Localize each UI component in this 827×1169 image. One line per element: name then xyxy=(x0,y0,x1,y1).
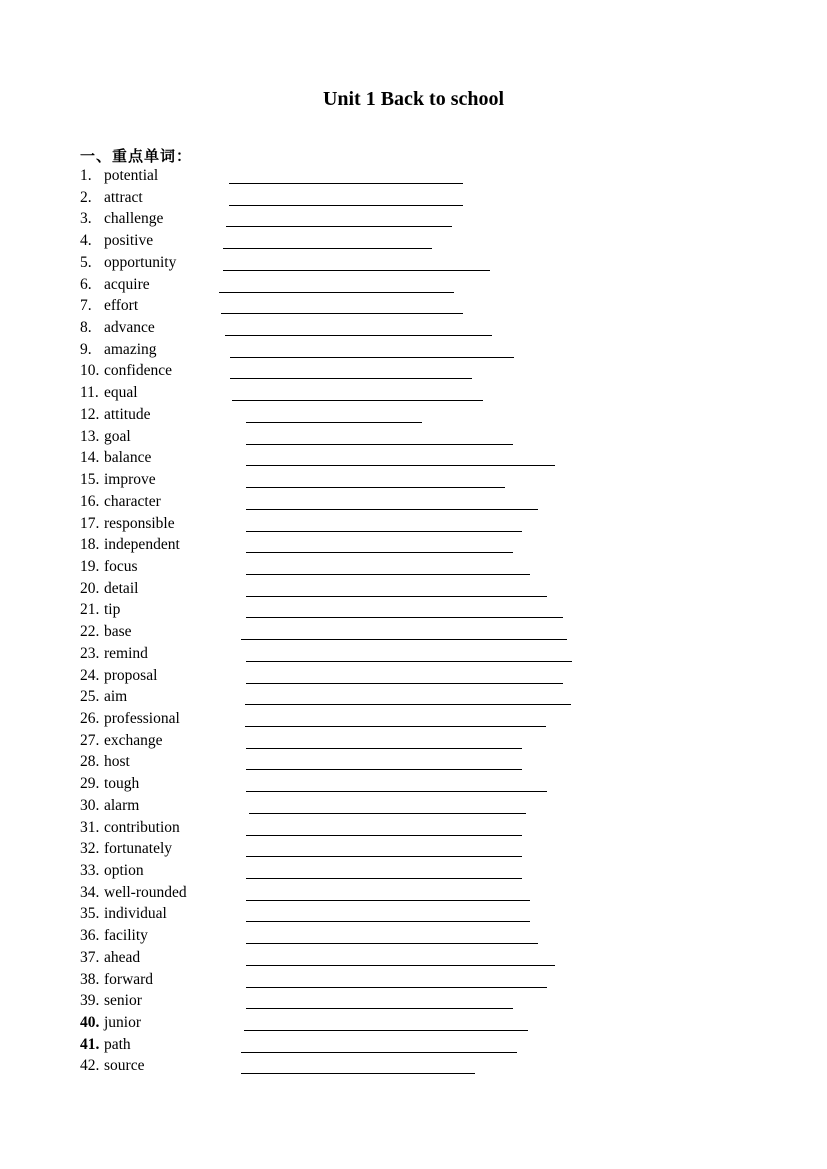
list-item xyxy=(0,231,827,253)
answer-blank[interactable] xyxy=(230,378,472,379)
vocab-word: attitude xyxy=(104,405,151,423)
item-number: 13. xyxy=(80,427,100,445)
list-item xyxy=(0,796,827,818)
answer-blank[interactable] xyxy=(232,400,483,401)
answer-blank[interactable] xyxy=(246,617,563,618)
answer-blank[interactable] xyxy=(246,878,522,879)
item-number: 31. xyxy=(80,818,100,836)
vocab-word: focus xyxy=(104,557,138,575)
list-item xyxy=(0,318,827,340)
answer-blank[interactable] xyxy=(246,921,530,922)
answer-blank[interactable] xyxy=(246,444,513,445)
vocab-word: detail xyxy=(104,579,139,597)
answer-blank[interactable] xyxy=(244,1030,528,1031)
list-item xyxy=(0,448,827,470)
list-item xyxy=(0,709,827,731)
vocab-word: source xyxy=(104,1057,145,1075)
list-item xyxy=(0,1013,827,1035)
answer-blank[interactable] xyxy=(230,357,514,358)
vocab-word: challenge xyxy=(104,210,164,228)
vocab-word: attract xyxy=(104,188,143,206)
answer-blank[interactable] xyxy=(245,704,571,705)
answer-blank[interactable] xyxy=(246,683,563,684)
item-number: 16. xyxy=(80,492,100,510)
vocab-word: equal xyxy=(104,384,138,402)
answer-blank[interactable] xyxy=(246,748,522,749)
item-number: 6. xyxy=(80,275,92,293)
answer-blank[interactable] xyxy=(241,1073,475,1074)
answer-blank[interactable] xyxy=(246,856,522,857)
vocab-word: character xyxy=(104,492,161,510)
list-item xyxy=(0,296,827,318)
answer-blank[interactable] xyxy=(246,531,522,532)
list-item xyxy=(0,991,827,1013)
item-number: 14. xyxy=(80,449,100,467)
list-item xyxy=(0,535,827,557)
vocab-word: effort xyxy=(104,297,139,315)
vocab-word: acquire xyxy=(104,275,150,293)
list-item xyxy=(0,361,827,383)
list-item xyxy=(0,622,827,644)
list-item xyxy=(0,557,827,579)
vocab-word: balance xyxy=(104,449,152,467)
item-number: 23. xyxy=(80,644,100,662)
list-item xyxy=(0,839,827,861)
answer-blank[interactable] xyxy=(229,205,463,206)
item-number: 38. xyxy=(80,970,100,988)
item-number: 41. xyxy=(80,1035,100,1053)
answer-blank[interactable] xyxy=(246,661,572,662)
item-number: 36. xyxy=(80,927,100,945)
answer-blank[interactable] xyxy=(246,422,422,423)
list-item xyxy=(0,687,827,709)
vocab-word: tip xyxy=(104,601,121,619)
vocab-word: professional xyxy=(104,709,180,727)
vocab-word: senior xyxy=(104,992,142,1010)
list-item xyxy=(0,579,827,601)
item-number: 25. xyxy=(80,688,100,706)
vocab-word: individual xyxy=(104,905,167,923)
vocab-word: forward xyxy=(104,970,154,988)
answer-blank[interactable] xyxy=(219,292,454,293)
answer-blank[interactable] xyxy=(246,574,530,575)
list-item xyxy=(0,883,827,905)
list-item xyxy=(0,1056,827,1078)
item-number: 12. xyxy=(80,405,100,423)
item-number: 28. xyxy=(80,753,100,771)
list-item xyxy=(0,818,827,840)
item-number: 19. xyxy=(80,557,100,575)
item-number: 18. xyxy=(80,536,100,554)
vocab-word: confidence xyxy=(104,362,172,380)
item-number: 34. xyxy=(80,883,100,901)
vocabulary-list xyxy=(0,166,827,1078)
vocab-word: potential xyxy=(104,167,159,184)
vocab-word: improve xyxy=(104,471,156,489)
item-number: 35. xyxy=(80,905,100,923)
answer-blank[interactable] xyxy=(246,900,530,901)
list-item xyxy=(0,340,827,362)
page-title: Unit 1 Back to school xyxy=(322,88,505,110)
vocab-word: fortunately xyxy=(104,840,173,858)
answer-blank[interactable] xyxy=(246,835,522,836)
vocab-word: remind xyxy=(104,644,148,662)
answer-blank[interactable] xyxy=(223,248,432,249)
vocab-word: well-rounded xyxy=(104,883,187,901)
list-item xyxy=(0,188,827,210)
item-number: 17. xyxy=(80,514,100,532)
answer-blank[interactable] xyxy=(246,987,547,988)
list-item xyxy=(0,1035,827,1057)
item-number: 39. xyxy=(80,992,100,1010)
list-item xyxy=(0,861,827,883)
list-item xyxy=(0,666,827,688)
list-item xyxy=(0,405,827,427)
item-number: 24. xyxy=(80,666,100,684)
vocab-word: tough xyxy=(104,775,140,793)
item-number: 9. xyxy=(80,340,92,358)
list-item xyxy=(0,600,827,622)
vocab-word: alarm xyxy=(104,796,140,814)
vocab-word: host xyxy=(104,753,130,771)
vocab-word: advance xyxy=(104,319,155,337)
item-number: 27. xyxy=(80,731,100,749)
item-number: 42. xyxy=(80,1057,100,1075)
item-number: 1. xyxy=(80,167,92,184)
item-number: 26. xyxy=(80,709,100,727)
list-item xyxy=(0,253,827,275)
list-item xyxy=(0,970,827,992)
vocab-word: option xyxy=(104,862,144,879)
item-number: 5. xyxy=(80,253,92,271)
item-number: 32. xyxy=(80,840,100,858)
answer-blank[interactable] xyxy=(241,639,567,640)
list-item xyxy=(0,209,827,231)
item-number: 37. xyxy=(80,948,100,966)
list-item xyxy=(0,644,827,666)
list-item xyxy=(0,275,827,297)
answer-blank[interactable] xyxy=(246,1008,513,1009)
item-number: 4. xyxy=(80,232,92,250)
item-number: 21. xyxy=(80,601,100,619)
vocab-word: contribution xyxy=(104,818,180,836)
item-number: 29. xyxy=(80,775,100,793)
answer-blank[interactable] xyxy=(229,183,463,184)
item-number: 8. xyxy=(80,319,92,337)
section-heading: 一、重点单词： xyxy=(80,147,193,165)
answer-blank[interactable] xyxy=(246,596,547,597)
vocab-word: opportunity xyxy=(104,253,177,271)
vocab-word: facility xyxy=(104,927,148,945)
vocab-word: ahead xyxy=(104,948,141,966)
answer-blank[interactable] xyxy=(246,943,538,944)
item-number: 2. xyxy=(80,188,92,206)
answer-blank[interactable] xyxy=(246,769,522,770)
answer-blank[interactable] xyxy=(241,1052,517,1053)
list-item xyxy=(0,514,827,536)
answer-blank[interactable] xyxy=(246,965,555,966)
vocab-word: independent xyxy=(104,536,180,554)
list-item xyxy=(0,752,827,774)
vocab-word: junior xyxy=(104,1014,142,1032)
vocab-word: positive xyxy=(104,232,154,250)
answer-blank[interactable] xyxy=(249,813,526,814)
answer-blank[interactable] xyxy=(246,465,555,466)
item-number: 15. xyxy=(80,471,100,489)
answer-blank[interactable] xyxy=(246,552,513,553)
list-item xyxy=(0,948,827,970)
list-item xyxy=(0,383,827,405)
item-number: 3. xyxy=(80,210,92,228)
list-item xyxy=(0,427,827,449)
answer-blank[interactable] xyxy=(221,313,463,314)
vocab-word: proposal xyxy=(104,666,158,684)
item-number: 10. xyxy=(80,362,100,380)
item-number: 30. xyxy=(80,796,100,814)
answer-blank[interactable] xyxy=(246,509,538,510)
vocab-word: exchange xyxy=(104,731,163,749)
list-item xyxy=(0,904,827,926)
answer-blank[interactable] xyxy=(246,791,547,792)
list-item xyxy=(0,470,827,492)
item-number: 7. xyxy=(80,297,92,315)
list-item xyxy=(0,492,827,514)
list-item xyxy=(0,774,827,796)
item-number: 11. xyxy=(80,384,99,402)
item-number: 20. xyxy=(80,579,100,597)
item-number: 33. xyxy=(80,862,100,879)
item-number: 22. xyxy=(80,623,100,641)
vocab-word: base xyxy=(104,623,132,641)
list-item xyxy=(0,166,827,188)
answer-blank[interactable] xyxy=(246,487,505,488)
item-number: 40. xyxy=(80,1014,100,1032)
vocab-word: aim xyxy=(104,688,128,706)
answer-blank[interactable] xyxy=(225,335,492,336)
vocab-word: responsible xyxy=(104,514,175,532)
answer-blank[interactable] xyxy=(226,226,452,227)
vocab-word: goal xyxy=(104,427,131,445)
answer-blank[interactable] xyxy=(245,726,546,727)
list-item xyxy=(0,926,827,948)
list-item xyxy=(0,731,827,753)
answer-blank[interactable] xyxy=(223,270,490,271)
vocab-word: path xyxy=(104,1035,131,1053)
vocab-word: amazing xyxy=(104,340,157,358)
